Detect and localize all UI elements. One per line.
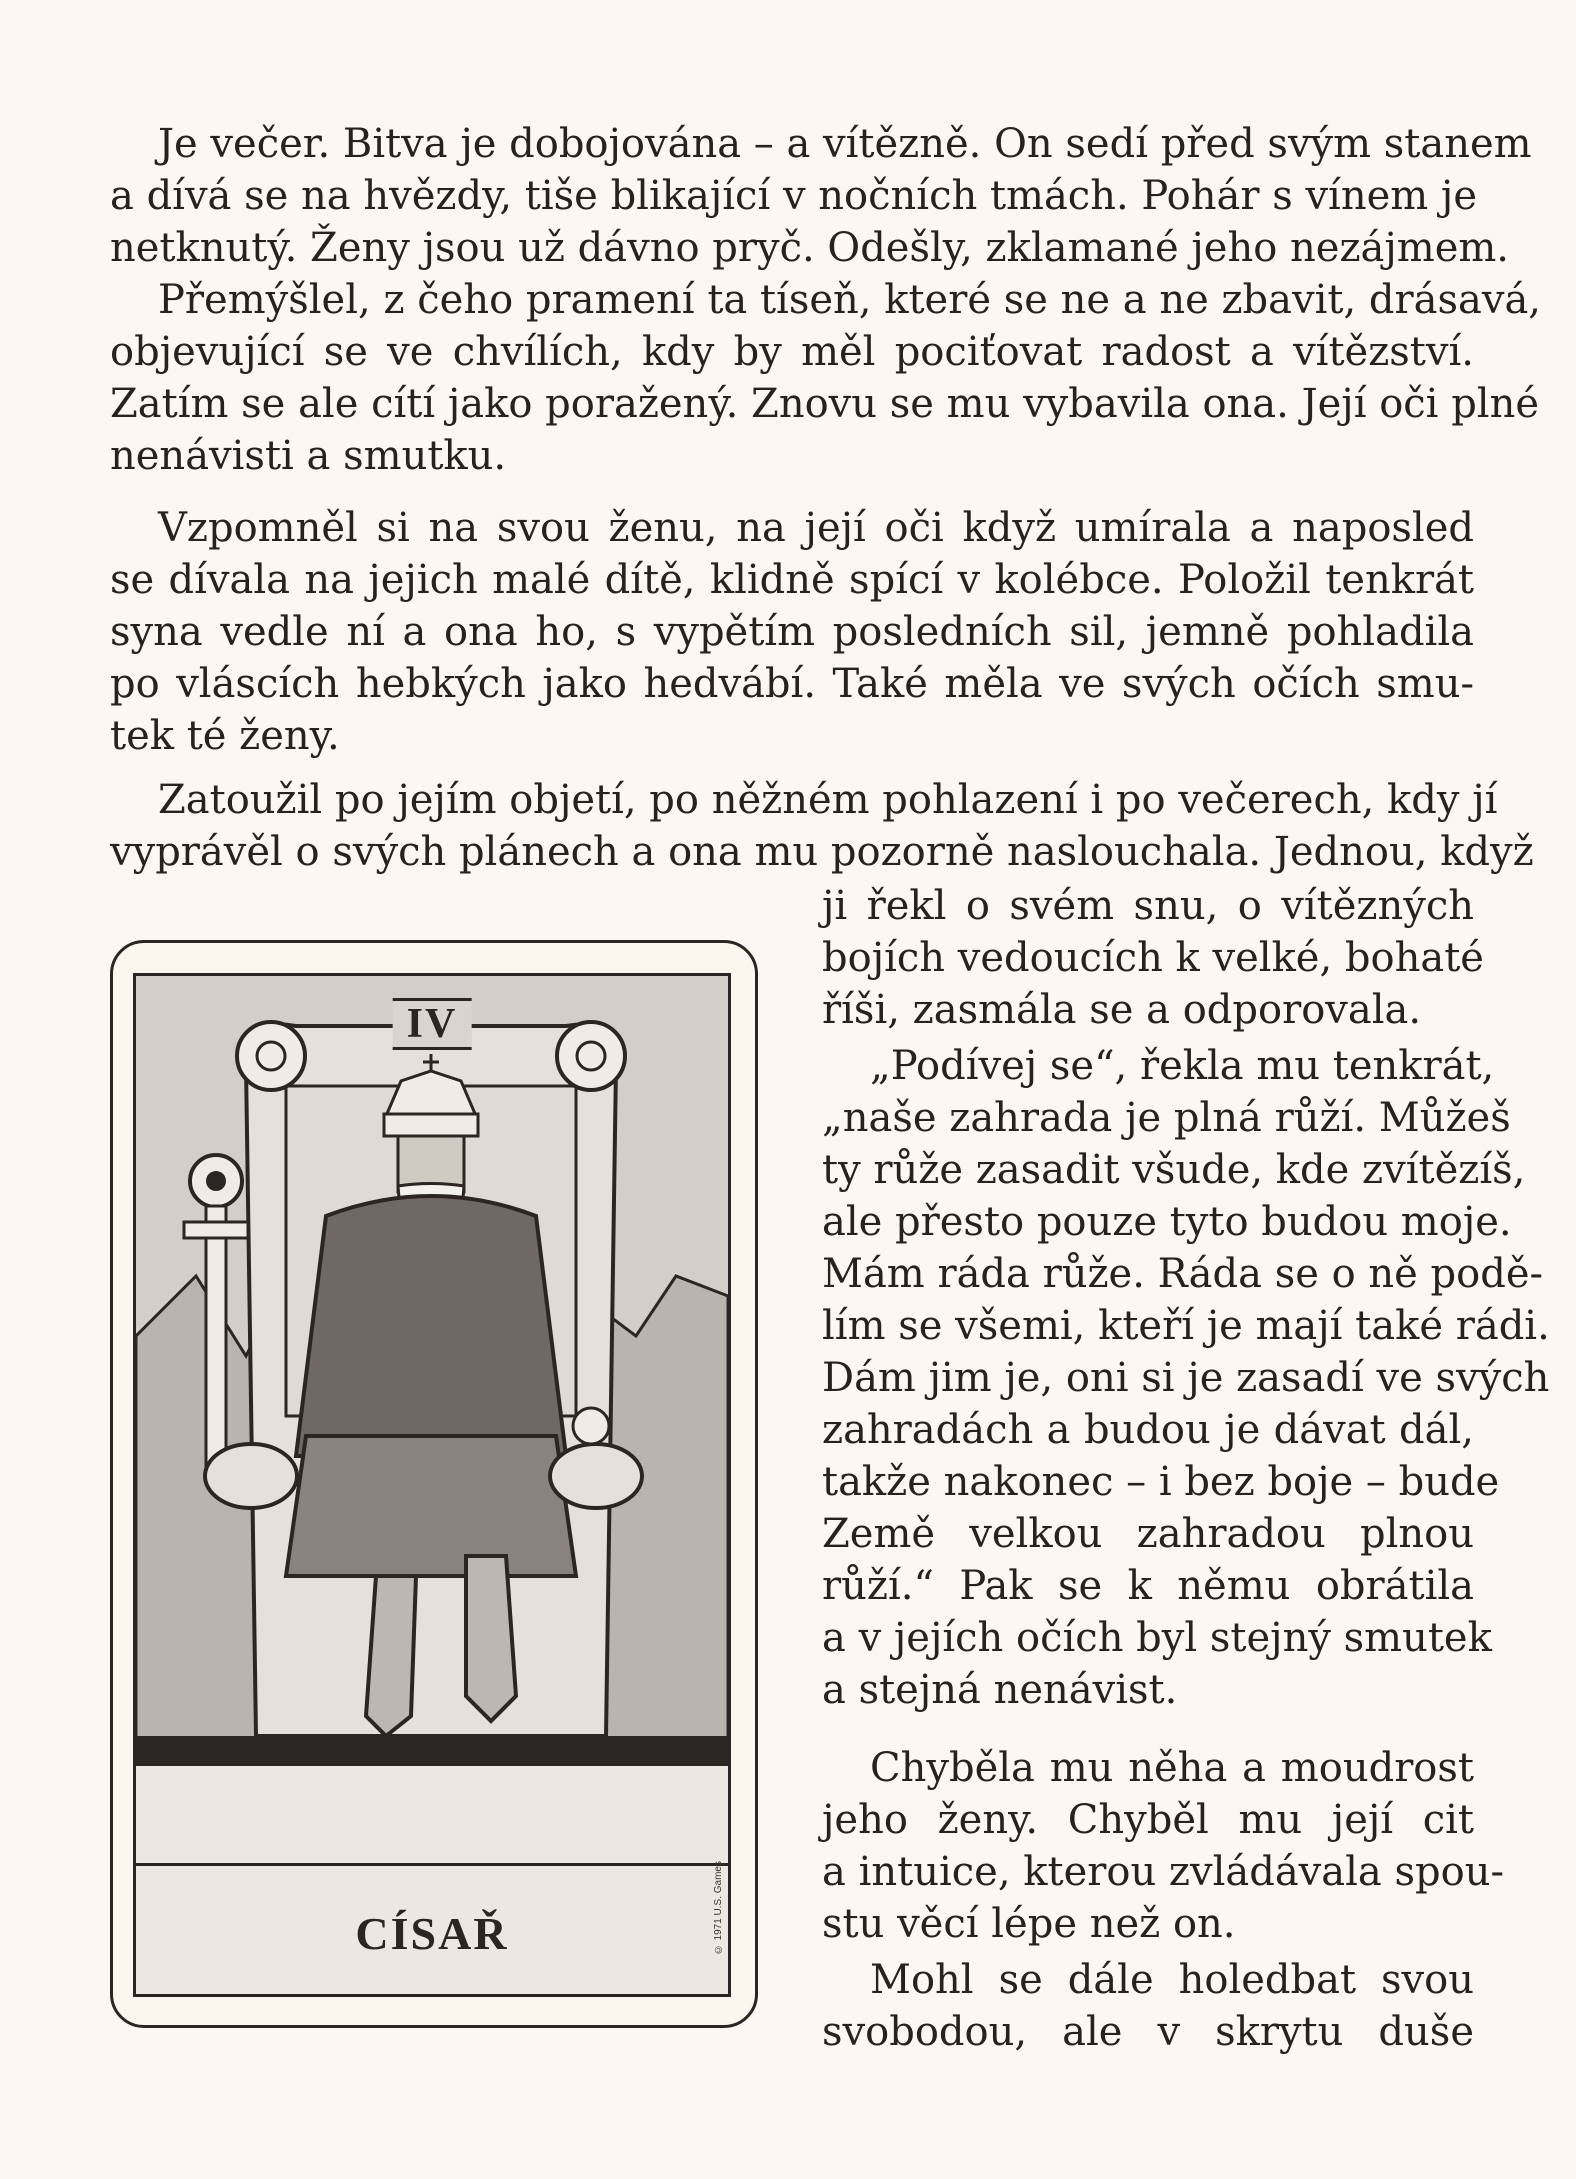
column-line: lím se všemi, kteří je mají také rádi. <box>822 1303 1550 1349</box>
column-line: růží.“ Pak se k němu obrátila <box>822 1563 1474 1609</box>
tarot-card-emperor <box>110 940 758 2028</box>
text-line: po vláscích hebkých jako hedvábí. Také měla ve svých očích smu- <box>110 661 1474 707</box>
card-title: CÍSAŘ <box>355 1908 509 1959</box>
text-line: Vzpomněl si na svou ženu, na její oči když umírala a naposled <box>158 505 1474 551</box>
column-line: svobodou, ale v skrytu duše <box>822 2009 1474 2055</box>
column-line: stu věcí lépe než on. <box>822 1901 1236 1947</box>
text-line: a dívá se na hvězdy, tiše blikající v nočních tmách. Pohár s vínem je <box>110 173 1477 219</box>
column-line: „naše zahrada je plná růží. Můžeš <box>822 1095 1511 1141</box>
text-line: se dívala na jejich malé dítě, klidně spící v kolébce. Položil tenkrát <box>110 557 1474 603</box>
card-frame <box>133 973 731 1997</box>
column-line: ty růže zasadit všude, kde zvítězíš, <box>822 1147 1526 1193</box>
column-line: Chyběla mu něha a moudrost <box>870 1745 1474 1791</box>
column-line: Mohl se dále holedbat svou <box>870 1957 1474 2003</box>
text-line: Zatoužil po jejím objetí, po něžném pohlazení i po večerech, kdy jí <box>158 777 1498 823</box>
column-line: Dám jim je, oni si je zasadí ve svých <box>822 1355 1550 1401</box>
column-line: a intuice, kterou zvládávala spou- <box>822 1849 1504 1895</box>
card-numeral: IV <box>393 998 472 1050</box>
text-line: objevující se ve chvílích, kdy by měl pociťovat radost a vítězství. <box>110 329 1474 375</box>
column-line: „Podívej se“, řekla mu tenkrát, <box>870 1043 1495 1089</box>
text-line: syna vedle ní a ona ho, s vypětím posledních sil, jemně pohladila <box>110 609 1474 655</box>
text-line: tek té ženy. <box>110 713 340 759</box>
text-line: vyprávěl o svých plánech a ona mu pozorně naslouchala. Jednou, když <box>110 829 1534 875</box>
column-line: Země velkou zahradou plnou <box>822 1511 1474 1557</box>
column-line: a stejná nenávist. <box>822 1667 1178 1713</box>
text-line: nenávisti a smutku. <box>110 433 507 479</box>
card-copyright: © 1971 U.S. Games <box>713 1860 724 1954</box>
emperor-illustration <box>136 976 728 1866</box>
column-line: bojích vedoucích k velké, bohaté <box>822 935 1484 981</box>
column-line: takže nakonec – i bez boje – bude <box>822 1459 1500 1505</box>
text-line: Přemýšlel, z čeho pramení ta tíseň, které se ne a ne zbavit, drásavá, <box>158 277 1542 323</box>
column-line: ji řekl o svém snu, o vítězných <box>822 883 1474 929</box>
column-line: ale přesto pouze tyto budou moje. <box>822 1199 1512 1245</box>
column-line: Mám ráda růže. Ráda se o ně podě- <box>822 1251 1544 1297</box>
column-line: zahradách a budou je dávat dál, <box>822 1407 1474 1453</box>
text-line: Je večer. Bitva je dobojována – a vítězně. On sedí před svým stanem <box>158 121 1532 167</box>
text-line: netknutý. Ženy jsou už dávno pryč. Odešly, zklamané jeho nezájmem. <box>110 225 1510 271</box>
text-line: Zatím se ale cítí jako poražený. Znovu se mu vybavila ona. Její oči plné <box>110 381 1540 427</box>
column-line: říši, zasmála se a odporovala. <box>822 987 1422 1033</box>
column-line: a v jejích očích byl stejný smutek <box>822 1615 1492 1661</box>
column-line: jeho ženy. Chyběl mu její cit <box>822 1797 1474 1843</box>
